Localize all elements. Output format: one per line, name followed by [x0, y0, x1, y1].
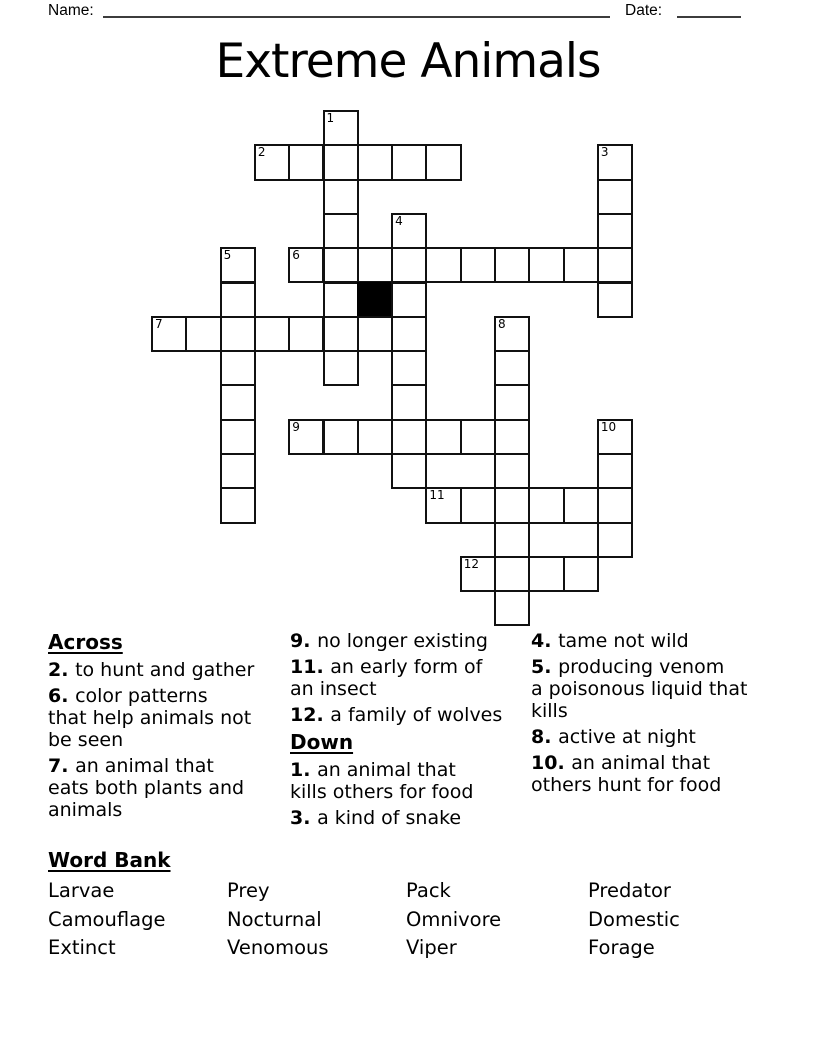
answer-cell[interactable] — [357, 247, 393, 283]
word-bank-word: Predator — [588, 879, 671, 902]
clues-column-2 — [290, 630, 528, 833]
answer-cell[interactable] — [494, 453, 530, 489]
clue-3: 3. a kind of snake — [290, 807, 462, 829]
word-bank-word: Prey — [227, 879, 270, 902]
answer-cell[interactable] — [254, 144, 290, 180]
answer-cell[interactable] — [494, 522, 530, 558]
answer-cell[interactable] — [323, 350, 359, 386]
answer-cell[interactable] — [494, 247, 530, 283]
answer-cell[interactable] — [597, 487, 633, 523]
answer-cell[interactable] — [254, 316, 290, 352]
date-field-line[interactable] — [677, 0, 741, 18]
answer-cell[interactable] — [425, 419, 461, 455]
answer-cell[interactable] — [357, 144, 393, 180]
answer-cell[interactable] — [597, 453, 633, 489]
answer-cell[interactable] — [220, 419, 256, 455]
answer-cell[interactable] — [494, 350, 530, 386]
cell-number: 11 — [429, 488, 445, 503]
answer-cell[interactable] — [220, 350, 256, 386]
answer-cell[interactable] — [425, 487, 461, 523]
answer-cell[interactable] — [220, 453, 256, 489]
answer-cell[interactable] — [391, 316, 427, 352]
answer-cell[interactable] — [494, 556, 530, 592]
answer-cell[interactable] — [494, 384, 530, 420]
answer-cell[interactable] — [597, 213, 633, 249]
clue-2: 2. to hunt and gather — [48, 659, 255, 681]
clue-4: 4. tame not wild — [531, 630, 689, 652]
answer-cell[interactable] — [460, 556, 496, 592]
date-label: Date: — [625, 2, 663, 19]
word-bank-header: Word Bank — [48, 848, 171, 872]
answer-cell[interactable] — [391, 384, 427, 420]
answer-cell[interactable] — [528, 247, 564, 283]
answer-cell[interactable] — [288, 247, 324, 283]
answer-cell[interactable] — [220, 384, 256, 420]
answer-cell[interactable] — [185, 316, 221, 352]
worksheet-title: Extreme Animals — [215, 34, 601, 89]
answer-cell[interactable] — [323, 282, 359, 318]
cell-number: 6 — [292, 248, 300, 263]
answer-cell[interactable] — [460, 247, 496, 283]
word-bank-word: Pack — [406, 879, 451, 902]
answer-cell[interactable] — [323, 213, 359, 249]
answer-cell[interactable] — [425, 247, 461, 283]
answer-cell[interactable] — [425, 144, 461, 180]
name-label: Name: — [48, 2, 94, 19]
answer-cell[interactable] — [597, 419, 633, 455]
answer-cell[interactable] — [460, 419, 496, 455]
answer-cell[interactable] — [323, 247, 359, 283]
clues-column-3 — [531, 630, 781, 800]
word-bank-word: Venomous — [227, 936, 329, 959]
answer-cell[interactable] — [391, 350, 427, 386]
word-bank-word: Omnivore — [406, 907, 502, 931]
word-bank-word: Forage — [588, 936, 655, 959]
answer-cell[interactable] — [323, 316, 359, 352]
answer-cell[interactable] — [391, 247, 427, 283]
answer-cell[interactable] — [220, 487, 256, 523]
answer-cell[interactable] — [288, 419, 324, 455]
answer-cell[interactable] — [597, 522, 633, 558]
clue-8: 8. active at night — [531, 726, 696, 748]
answer-cell[interactable] — [563, 247, 599, 283]
clue-11: 11. an early form of an insect — [290, 656, 483, 700]
answer-cell[interactable] — [494, 419, 530, 455]
name-field-line[interactable] — [103, 0, 610, 18]
answer-cell[interactable] — [528, 556, 564, 592]
word-bank-word: Larvae — [48, 879, 115, 902]
answer-cell[interactable] — [323, 179, 359, 215]
answer-cell[interactable] — [494, 487, 530, 523]
answer-cell[interactable] — [597, 282, 633, 318]
cell-number: 8 — [498, 316, 506, 331]
answer-cell[interactable] — [288, 144, 324, 180]
answer-cell[interactable] — [494, 590, 530, 626]
word-bank-word: Viper — [406, 936, 457, 959]
word-bank-word: Nocturnal — [227, 907, 322, 931]
answer-cell[interactable] — [220, 282, 256, 318]
answer-cell[interactable] — [288, 316, 324, 352]
answer-cell[interactable] — [563, 487, 599, 523]
clue-7: 7. an animal that eats both plants and animals — [48, 755, 245, 821]
answer-cell[interactable] — [323, 110, 359, 146]
answer-cell[interactable] — [528, 487, 564, 523]
answer-cell[interactable] — [391, 282, 427, 318]
clue-section-header-down: Down — [290, 730, 354, 754]
cell-number: 5 — [223, 248, 232, 263]
clues-column-1 — [48, 630, 286, 825]
answer-cell[interactable] — [391, 213, 427, 249]
clue-1: 1. an animal that kills others for food — [290, 759, 474, 803]
answer-cell[interactable] — [357, 316, 393, 352]
clue-section-header-across: Across — [48, 630, 123, 654]
clue-12: 12. a family of wolves — [290, 704, 503, 726]
answer-cell[interactable] — [391, 419, 427, 455]
clue-6: 6. color patterns that help animals not be seen — [48, 685, 252, 751]
cell-number: 9 — [292, 419, 300, 434]
cell-number: 3 — [600, 145, 609, 160]
cell-number: 10 — [600, 419, 617, 434]
crossword-grid — [151, 110, 635, 627]
clue-10: 10. an animal that others hunt for food — [531, 752, 722, 796]
black-cell — [357, 282, 393, 318]
answer-cell[interactable] — [220, 316, 256, 352]
answer-cell[interactable] — [494, 316, 530, 352]
word-bank-word: Extinct — [48, 936, 116, 959]
cell-number: 12 — [463, 556, 479, 571]
clue-5: 5. producing venom a poisonous liquid that kills — [531, 656, 748, 722]
word-bank-word: Domestic — [588, 907, 680, 931]
cell-number: 1 — [326, 111, 335, 125]
word-bank-words — [48, 877, 778, 963]
answer-cell[interactable] — [460, 487, 496, 523]
word-bank-section — [48, 848, 778, 963]
answer-cell[interactable] — [357, 419, 393, 455]
clue-9: 9. no longer existing — [290, 630, 488, 652]
cell-number: 2 — [257, 145, 266, 160]
answer-cell[interactable] — [323, 419, 359, 455]
answer-cell[interactable] — [597, 179, 633, 215]
answer-cell[interactable] — [220, 247, 256, 283]
answer-cell[interactable] — [323, 144, 359, 180]
answer-cell[interactable] — [151, 316, 187, 352]
cell-number: 4 — [395, 213, 403, 228]
cell-number: 7 — [155, 316, 163, 331]
word-bank-word: Camouflage — [48, 907, 166, 931]
answer-cell[interactable] — [391, 144, 427, 180]
answer-cell[interactable] — [597, 247, 633, 283]
answer-cell[interactable] — [597, 144, 633, 180]
answer-cell[interactable] — [391, 453, 427, 489]
answer-cell[interactable] — [563, 556, 599, 592]
